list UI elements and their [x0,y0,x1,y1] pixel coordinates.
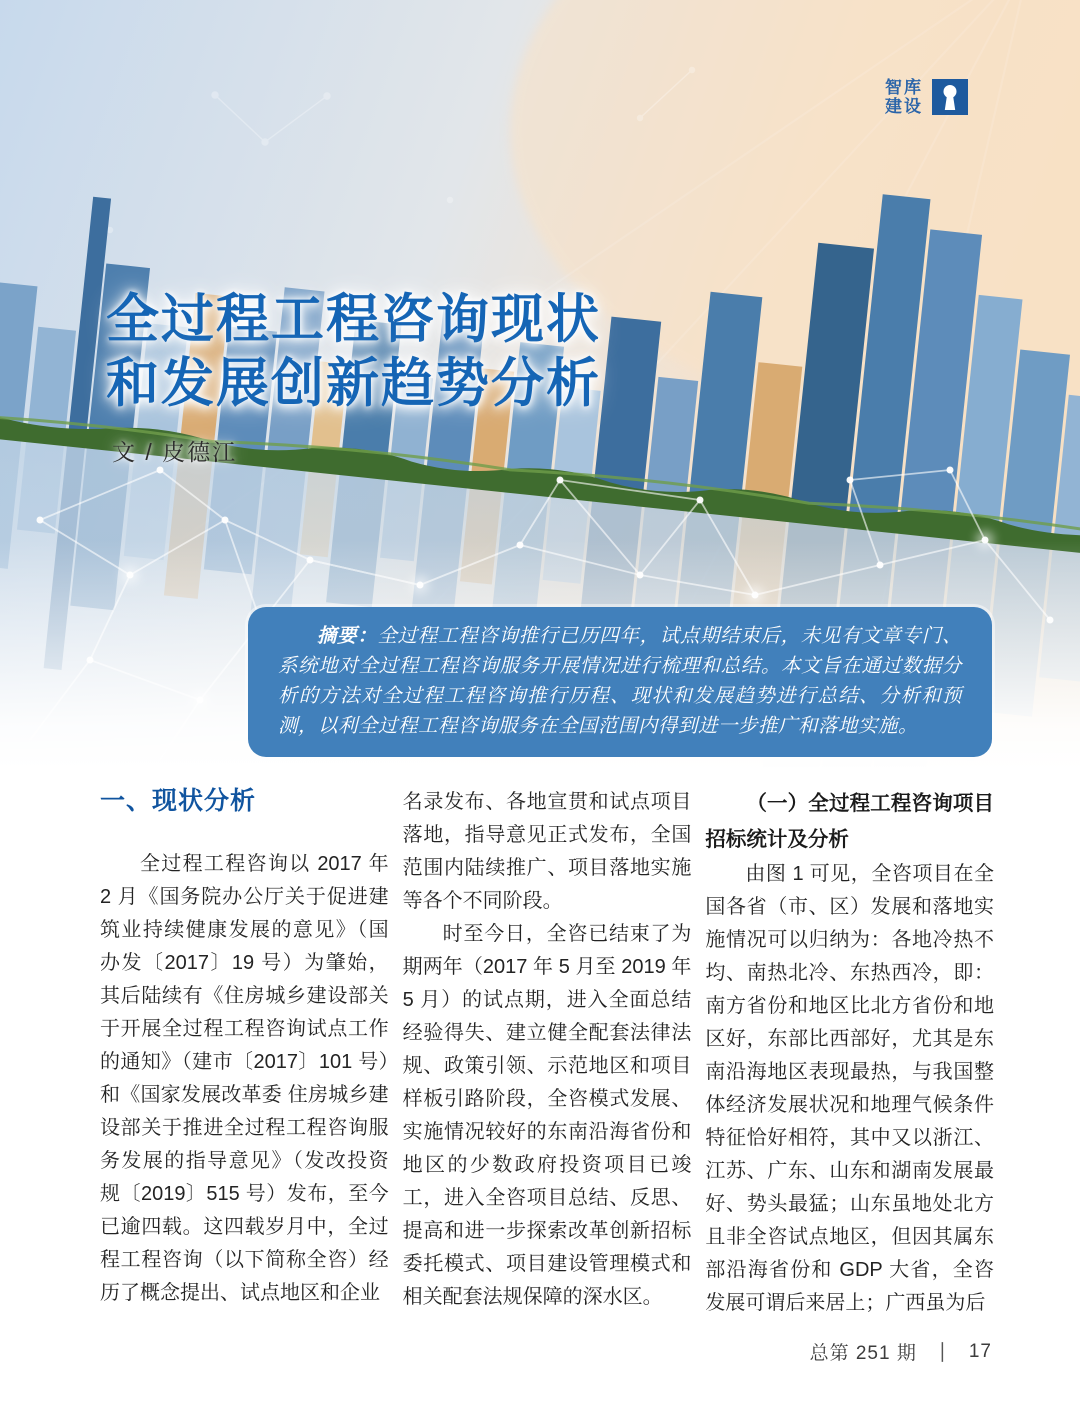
footer-separator: ｜ [932,1343,953,1364]
issue-number: 总第 251 期 [809,1343,917,1364]
article-title [106,288,601,416]
article-byline: 文 / 皮德江 [112,439,238,465]
badge-line1: 智库 [885,78,923,97]
column-badge-label [885,78,923,116]
paragraph: 名录发布、各地宣贯和试点项目落地，指导意见正式发布，全国范围内陆续推广、项目落地实施等各个不同阶段。 [402,791,692,912]
abstract-text: 摘要：全过程工程咨询推行已历四年，试点期结束后，未见有文章专门、系统地对全过程工程咨询服务开展情况进行梳理和总结。本文旨在通过数据分析的方法对全过程工程咨询推行历程、现状和发展趋势进行总结、分析和预测，以利全过程工程咨询服务在全国范围内得到进一步推广和落地实施。 [278,626,962,737]
section-heading: 一、现状分析 [100,787,257,815]
article-title-line2: 和发展创新趋势分析 [106,354,601,413]
abstract-box [248,607,992,757]
article-title-line1: 全过程工程咨询现状 [106,290,601,349]
subsection-heading: （一）全过程工程咨询项目招标统计及分析 [705,792,995,851]
column-3 [705,786,994,1320]
column-badge [885,78,968,116]
abstract-label: 摘要： [317,626,378,647]
paragraph: 由图 1 可见，全咨项目在全国各省（市、区）发展和落地实施情况可以归纳为：各地冷热不均、南热北冷、东热西冷，即：南方省份和地区比北方省份和地区好，东部比西部好，尤其是东南沿海地区表现最热，与我国整体经济发展状况和地理气候条件特征恰好相符，其中又以浙江、江苏、广东、山东和湖南发展最好、势头最猛；山东虽地处北方且非全咨试点地区，但因其属东部沿海省份和 GDP 大省，全咨发展可谓后来居上；广西虽为后 [705,863,995,1314]
keyhole-icon [932,79,968,115]
column-2 [403,786,692,1320]
column-1 [100,786,389,1320]
paragraph: 全过程工程咨询以 2017 年 2 月《国务院办公厅关于促进建筑业持续健康发展的意见》（国办发〔2017〕19 号）为肇始，其后陆续有《住房城乡建设部关于开展全过程工程咨询试点工作的通知》（建市〔2017〕101 号）和《国家发展改革委 住房城乡建设部关于推进全过程工程咨询服务发展的指导意见》（发改投资规〔2019〕515 号）发布，至今已逾四载。这四载岁月中，全过程工程咨询（以下简称全咨）经历了概念提出、试点地区和企业 [100,853,389,1304]
paragraph: 时至今日，全咨已结束了为期两年（2017 年 5 月至 2019 年 5 月）的试点期，进入全面总结经验得失、建立健全配套法律法规、政策引领、示范地区和项目样板引路阶段，全咨模式发展、实施情况较好的东南沿海省份和地区的少数政府投资项目已竣工，进入全咨项目总结、反思、提高和进一步探索改革创新招标委托模式、项目建设管理模式和相关配套法规保障的深水区。 [402,923,692,1308]
page-footer [810,1338,992,1365]
page-number: 17 [968,1340,992,1362]
article-body [100,786,994,1320]
badge-line2: 建设 [885,97,923,116]
